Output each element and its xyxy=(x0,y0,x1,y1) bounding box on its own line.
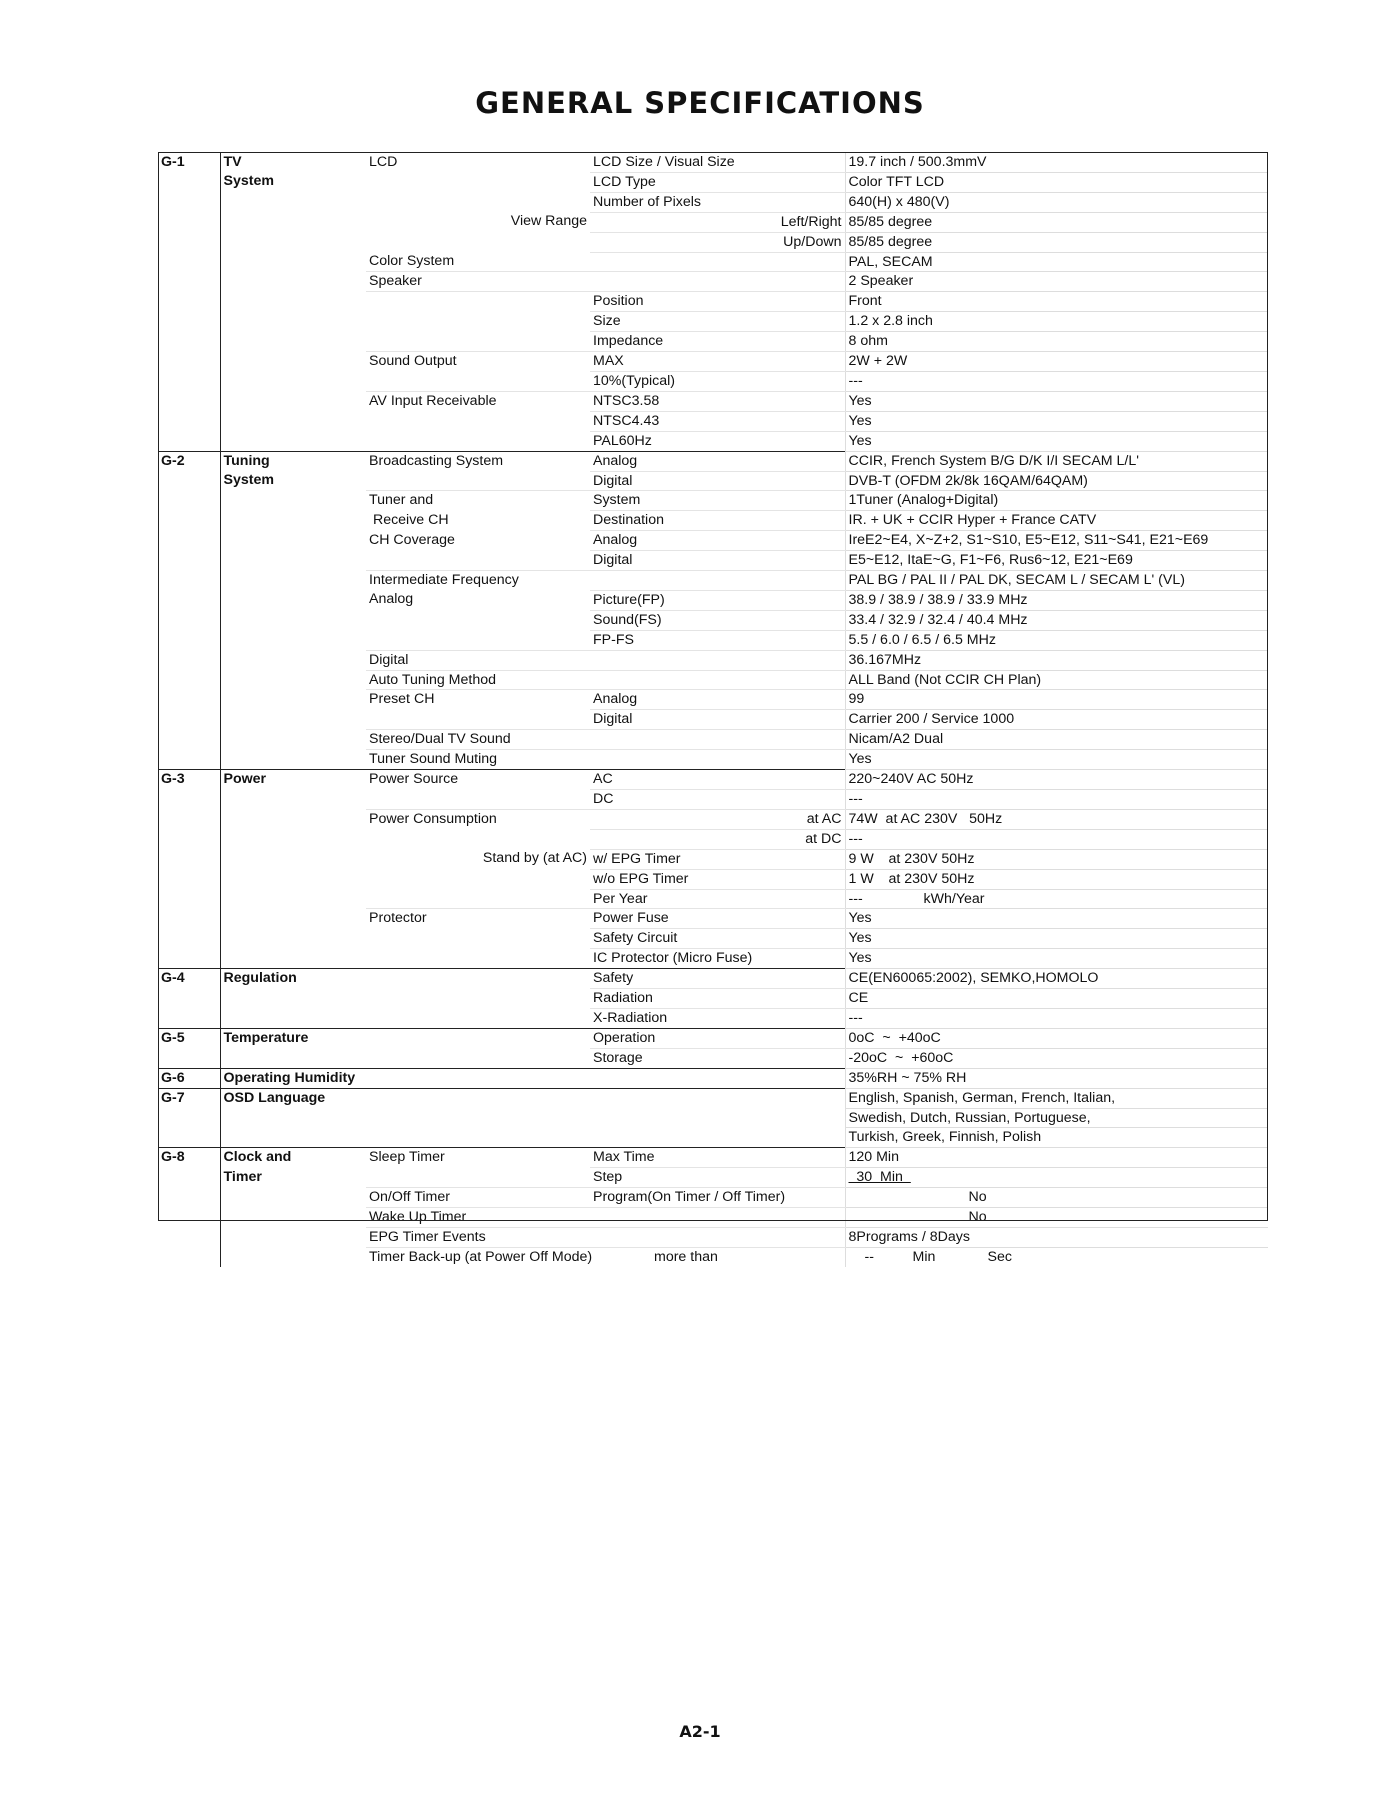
spec-sublabel: Digital xyxy=(590,710,845,730)
table-row xyxy=(158,1247,1268,1266)
table-row xyxy=(158,710,1268,730)
spec-value: ALL Band (Not CCIR CH Plan) xyxy=(845,670,1268,690)
spec-label: Power Consumption xyxy=(369,810,497,827)
spec-value: Turkish, Greek, Finnish, Polish xyxy=(845,1128,1268,1148)
spec-label: Tuner Sound Muting xyxy=(369,751,498,768)
spec-label: AV Input Receivable xyxy=(369,392,497,409)
section-title: Tuning xyxy=(220,451,366,471)
spec-value: Yes xyxy=(845,750,1268,770)
spec-sublabel: Safety xyxy=(590,969,845,989)
section-id: G-6 xyxy=(158,1068,220,1088)
table-row xyxy=(158,909,1268,929)
spec-value: Nicam/A2 Dual xyxy=(845,730,1268,750)
spec-label: Receive CH xyxy=(369,511,449,528)
spec-sublabel: Analog xyxy=(590,690,845,710)
spec-sublabel: Operation xyxy=(590,1028,845,1048)
spec-label: EPG Timer Events xyxy=(366,1227,590,1247)
spec-value: 74W at AC 230V 50Hz xyxy=(845,809,1268,829)
spec-sublabel: NTSC4.43 xyxy=(590,411,845,431)
spec-value: No xyxy=(845,1208,1268,1228)
spec-value: Color TFT LCD xyxy=(845,172,1268,192)
table-row xyxy=(158,511,1268,531)
table-row xyxy=(158,471,1268,491)
spec-value: CE(EN60065:2002), SEMKO,HOMOLO xyxy=(845,969,1268,989)
table-row xyxy=(158,730,1268,750)
section-title: Temperature xyxy=(220,1028,366,1048)
spec-value: DVB-T (OFDM 2k/8k 16QAM/64QAM) xyxy=(845,471,1268,491)
spec-label: Color System xyxy=(366,252,590,272)
table-row xyxy=(158,172,1268,192)
spec-value: PAL, SECAM xyxy=(845,252,1268,272)
spec-sublabel: NTSC3.58 xyxy=(590,391,845,411)
table-row xyxy=(158,272,1268,292)
spec-value: 36.167MHz xyxy=(845,650,1268,670)
spec-sublabel: Left/Right xyxy=(590,212,845,232)
spec-value: 220~240V AC 50Hz xyxy=(845,770,1268,790)
section-title: Operating Humidity xyxy=(220,1068,845,1088)
spec-value: 19.7 inch / 500.3mmV xyxy=(845,153,1268,173)
table-row xyxy=(158,153,1268,173)
table-row xyxy=(158,391,1268,411)
spec-value: 35%RH ~ 75% RH xyxy=(845,1068,1268,1088)
spec-sublabel: w/o EPG Timer xyxy=(590,869,845,889)
section-id: G-8 xyxy=(158,1148,220,1168)
table-row xyxy=(158,252,1268,272)
table-row xyxy=(158,610,1268,630)
section-title: Timer xyxy=(223,1168,262,1185)
spec-sublabel: Safety Circuit xyxy=(590,929,845,949)
spec-value: -- Min Sec xyxy=(845,1247,1268,1266)
table-row xyxy=(158,571,1268,591)
spec-sublabel: Analog xyxy=(590,531,845,551)
spec-label: Wake Up Timer xyxy=(366,1208,590,1228)
spec-value: 1Tuner (Analog+Digital) xyxy=(845,491,1268,511)
spec-value: 30 Min xyxy=(845,1168,1268,1188)
spec-label: Tuner and xyxy=(369,492,434,509)
spec-label: Protector xyxy=(369,910,427,927)
table-row xyxy=(158,1188,1268,1208)
spec-sublabel: Number of Pixels xyxy=(590,192,845,212)
table-row xyxy=(158,531,1268,551)
table-row xyxy=(158,869,1268,889)
spec-table xyxy=(158,152,1268,1267)
section-title: Clock and xyxy=(220,1148,366,1168)
spec-value: 1.2 x 2.8 inch xyxy=(845,312,1268,332)
spec-value: Yes xyxy=(845,909,1268,929)
spec-value: -20oC ~ +60oC xyxy=(845,1048,1268,1068)
spec-value: 9 W at 230V 50Hz xyxy=(845,849,1268,869)
spec-value: Yes xyxy=(845,431,1268,451)
spec-sublabel: IC Protector (Micro Fuse) xyxy=(593,950,753,967)
spec-value: 8Programs / 8Days xyxy=(845,1227,1268,1247)
section-title: Power xyxy=(220,770,366,790)
spec-label: Preset CH xyxy=(369,691,435,708)
table-row xyxy=(158,989,1268,1009)
table-row xyxy=(158,630,1268,650)
section-title: Regulation xyxy=(220,969,366,989)
table-row xyxy=(158,1048,1268,1068)
spec-sublabel: 10%(Typical) xyxy=(590,371,845,391)
spec-value: 640(H) x 480(V) xyxy=(845,192,1268,212)
spec-label: Analog xyxy=(369,591,414,608)
spec-value: Yes xyxy=(845,391,1268,411)
table-row xyxy=(158,1128,1268,1148)
spec-value: E5~E12, ItaE~G, F1~F6, Rus6~12, E21~E69 xyxy=(845,551,1268,571)
spec-value: English, Spanish, German, French, Italian, xyxy=(845,1088,1268,1108)
spec-value: --- xyxy=(845,371,1268,391)
spec-value: 1 W at 230V 50Hz xyxy=(845,869,1268,889)
spec-label: Stand by (at AC) xyxy=(482,850,587,867)
spec-value: Swedish, Dutch, Russian, Portuguese, xyxy=(845,1108,1268,1128)
spec-sublabel: MAX xyxy=(590,352,845,372)
spec-value: 5.5 / 6.0 / 6.5 / 6.5 MHz xyxy=(845,630,1268,650)
table-row xyxy=(158,1208,1268,1228)
section-id: G-2 xyxy=(158,451,220,471)
spec-value: --- xyxy=(845,1008,1268,1028)
spec-value: Yes xyxy=(845,929,1268,949)
spec-sublabel: at DC xyxy=(590,829,845,849)
table-row xyxy=(158,192,1268,212)
spec-sublabel: Power Fuse xyxy=(590,909,845,929)
spec-sublabel: Storage xyxy=(593,1049,643,1066)
table-row xyxy=(158,590,1268,610)
spec-value: 2 Speaker xyxy=(845,272,1268,292)
table-row xyxy=(158,1028,1268,1048)
table-row xyxy=(158,1088,1268,1108)
spec-label: Timer Back-up (at Power Off Mode) more than xyxy=(369,1248,718,1265)
spec-sublabel: Per Year xyxy=(590,889,845,909)
table-row xyxy=(158,650,1268,670)
section-id: G-4 xyxy=(158,969,220,989)
spec-sublabel: PAL60Hz xyxy=(593,432,652,449)
spec-value: --- xyxy=(845,790,1268,810)
table-row xyxy=(158,451,1268,471)
spec-value: 85/85 degree xyxy=(845,212,1268,232)
spec-sublabel: Size xyxy=(590,312,845,332)
section-title: System xyxy=(223,173,274,190)
table-row xyxy=(158,889,1268,909)
spec-label: CH Coverage xyxy=(369,531,455,548)
section-title: OSD Language xyxy=(220,1088,845,1108)
spec-label: On/Off Timer xyxy=(366,1188,590,1208)
spec-value: 33.4 / 32.9 / 32.4 / 40.4 MHz xyxy=(845,610,1268,630)
spec-value: CCIR, French System B/G D/K I/I SECAM L/L' xyxy=(845,451,1268,471)
spec-label: Speaker xyxy=(366,272,590,292)
table-row xyxy=(158,411,1268,431)
table-row xyxy=(158,332,1268,352)
spec-sublabel: Max Time xyxy=(590,1148,845,1168)
table-row xyxy=(158,371,1268,391)
spec-value: --- xyxy=(845,829,1268,849)
spec-label: View Range xyxy=(510,213,587,230)
table-row xyxy=(158,929,1268,949)
spec-label: Stereo/Dual TV Sound xyxy=(366,730,590,750)
spec-sublabel: LCD Size / Visual Size xyxy=(590,153,845,173)
spec-sublabel: Digital xyxy=(590,471,845,491)
table-row xyxy=(158,809,1268,829)
spec-value: Carrier 200 / Service 1000 xyxy=(845,710,1268,730)
spec-sublabel: X-Radiation xyxy=(593,1009,668,1026)
spec-value: CE xyxy=(845,989,1268,1009)
table-row xyxy=(158,829,1268,849)
spec-sublabel: at AC xyxy=(590,809,845,829)
spec-sublabel: Digital xyxy=(590,551,845,571)
spec-value: Front xyxy=(845,292,1268,312)
spec-value: IreE2~E4, X~Z+2, S1~S10, E5~E12, S11~S41, E21~E69 xyxy=(845,531,1268,551)
spec-value: 85/85 degree xyxy=(845,232,1268,252)
spec-label: Broadcasting System xyxy=(366,451,590,471)
spec-sublabel: FP-FS xyxy=(590,630,845,650)
table-row xyxy=(158,949,1268,969)
spec-sublabel: LCD Type xyxy=(590,172,845,192)
spec-sublabel: Up/Down xyxy=(590,232,845,252)
spec-label: Sound Output xyxy=(369,353,457,370)
table-row xyxy=(158,312,1268,332)
spec-value: 99 xyxy=(845,690,1268,710)
table-row xyxy=(158,212,1268,232)
spec-value: No xyxy=(845,1188,1268,1208)
page-title: GENERAL SPECIFICATIONS xyxy=(475,86,925,120)
spec-label: Sleep Timer xyxy=(366,1148,590,1168)
spec-value: 38.9 / 38.9 / 38.9 / 33.9 MHz xyxy=(845,590,1268,610)
spec-sublabel: Radiation xyxy=(590,989,845,1009)
spec-value: Yes xyxy=(845,411,1268,431)
table-row xyxy=(158,1227,1268,1247)
page-number: A2-1 xyxy=(679,1722,721,1741)
spec-sublabel: AC xyxy=(590,770,845,790)
spec-label: Intermediate Frequency xyxy=(369,572,519,589)
spec-sublabel: DC xyxy=(590,790,845,810)
table-row xyxy=(158,670,1268,690)
table-row xyxy=(158,1068,1268,1088)
spec-sublabel: Impedance xyxy=(590,332,845,352)
spec-label: LCD xyxy=(366,153,590,173)
section-id: G-7 xyxy=(158,1088,220,1108)
section-id: G-5 xyxy=(158,1028,220,1048)
table-row xyxy=(158,431,1268,451)
spec-sublabel: Program(On Timer / Off Timer) xyxy=(590,1188,845,1208)
section-id: G-1 xyxy=(158,153,220,173)
spec-sublabel: Picture(FP) xyxy=(590,590,845,610)
spec-value: 120 Min xyxy=(845,1148,1268,1168)
spec-label: Auto Tuning Method xyxy=(366,670,590,690)
spec-value: IR. + UK + CCIR Hyper + France CATV xyxy=(845,511,1268,531)
spec-sublabel: Destination xyxy=(590,511,845,531)
spec-value: 0oC ~ +40oC xyxy=(845,1028,1268,1048)
spec-sublabel: Step xyxy=(590,1168,845,1188)
spec-value: 8 ohm xyxy=(845,332,1268,352)
table-row xyxy=(158,1168,1268,1188)
table-row xyxy=(158,1008,1268,1028)
section-title: TV xyxy=(220,153,366,173)
table-row xyxy=(158,1108,1268,1128)
table-row xyxy=(158,352,1268,372)
spec-label: Power Source xyxy=(366,770,590,790)
table-row xyxy=(158,232,1268,252)
spec-label: Digital xyxy=(366,650,590,670)
spec-value: PAL BG / PAL II / PAL DK, SECAM L / SECAM L' (VL) xyxy=(845,571,1268,591)
table-row xyxy=(158,849,1268,869)
spec-sublabel: Sound(FS) xyxy=(590,610,845,630)
table-row xyxy=(158,551,1268,571)
spec-sublabel: Position xyxy=(590,292,845,312)
table-row xyxy=(158,491,1268,511)
spec-value: --- kWh/Year xyxy=(845,889,1268,909)
table-row xyxy=(158,690,1268,710)
spec-sublabel: Analog xyxy=(590,451,845,471)
spec-sublabel: w/ EPG Timer xyxy=(590,849,845,869)
section-id: G-3 xyxy=(158,770,220,790)
table-row xyxy=(158,770,1268,790)
table-row xyxy=(158,790,1268,810)
table-row xyxy=(158,292,1268,312)
table-row xyxy=(158,1148,1268,1168)
spec-value: 2W + 2W xyxy=(845,352,1268,372)
table-row xyxy=(158,969,1268,989)
table-row xyxy=(158,750,1268,770)
spec-sublabel: System xyxy=(590,491,845,511)
spec-value: Yes xyxy=(845,949,1268,969)
section-title: System xyxy=(223,472,274,488)
